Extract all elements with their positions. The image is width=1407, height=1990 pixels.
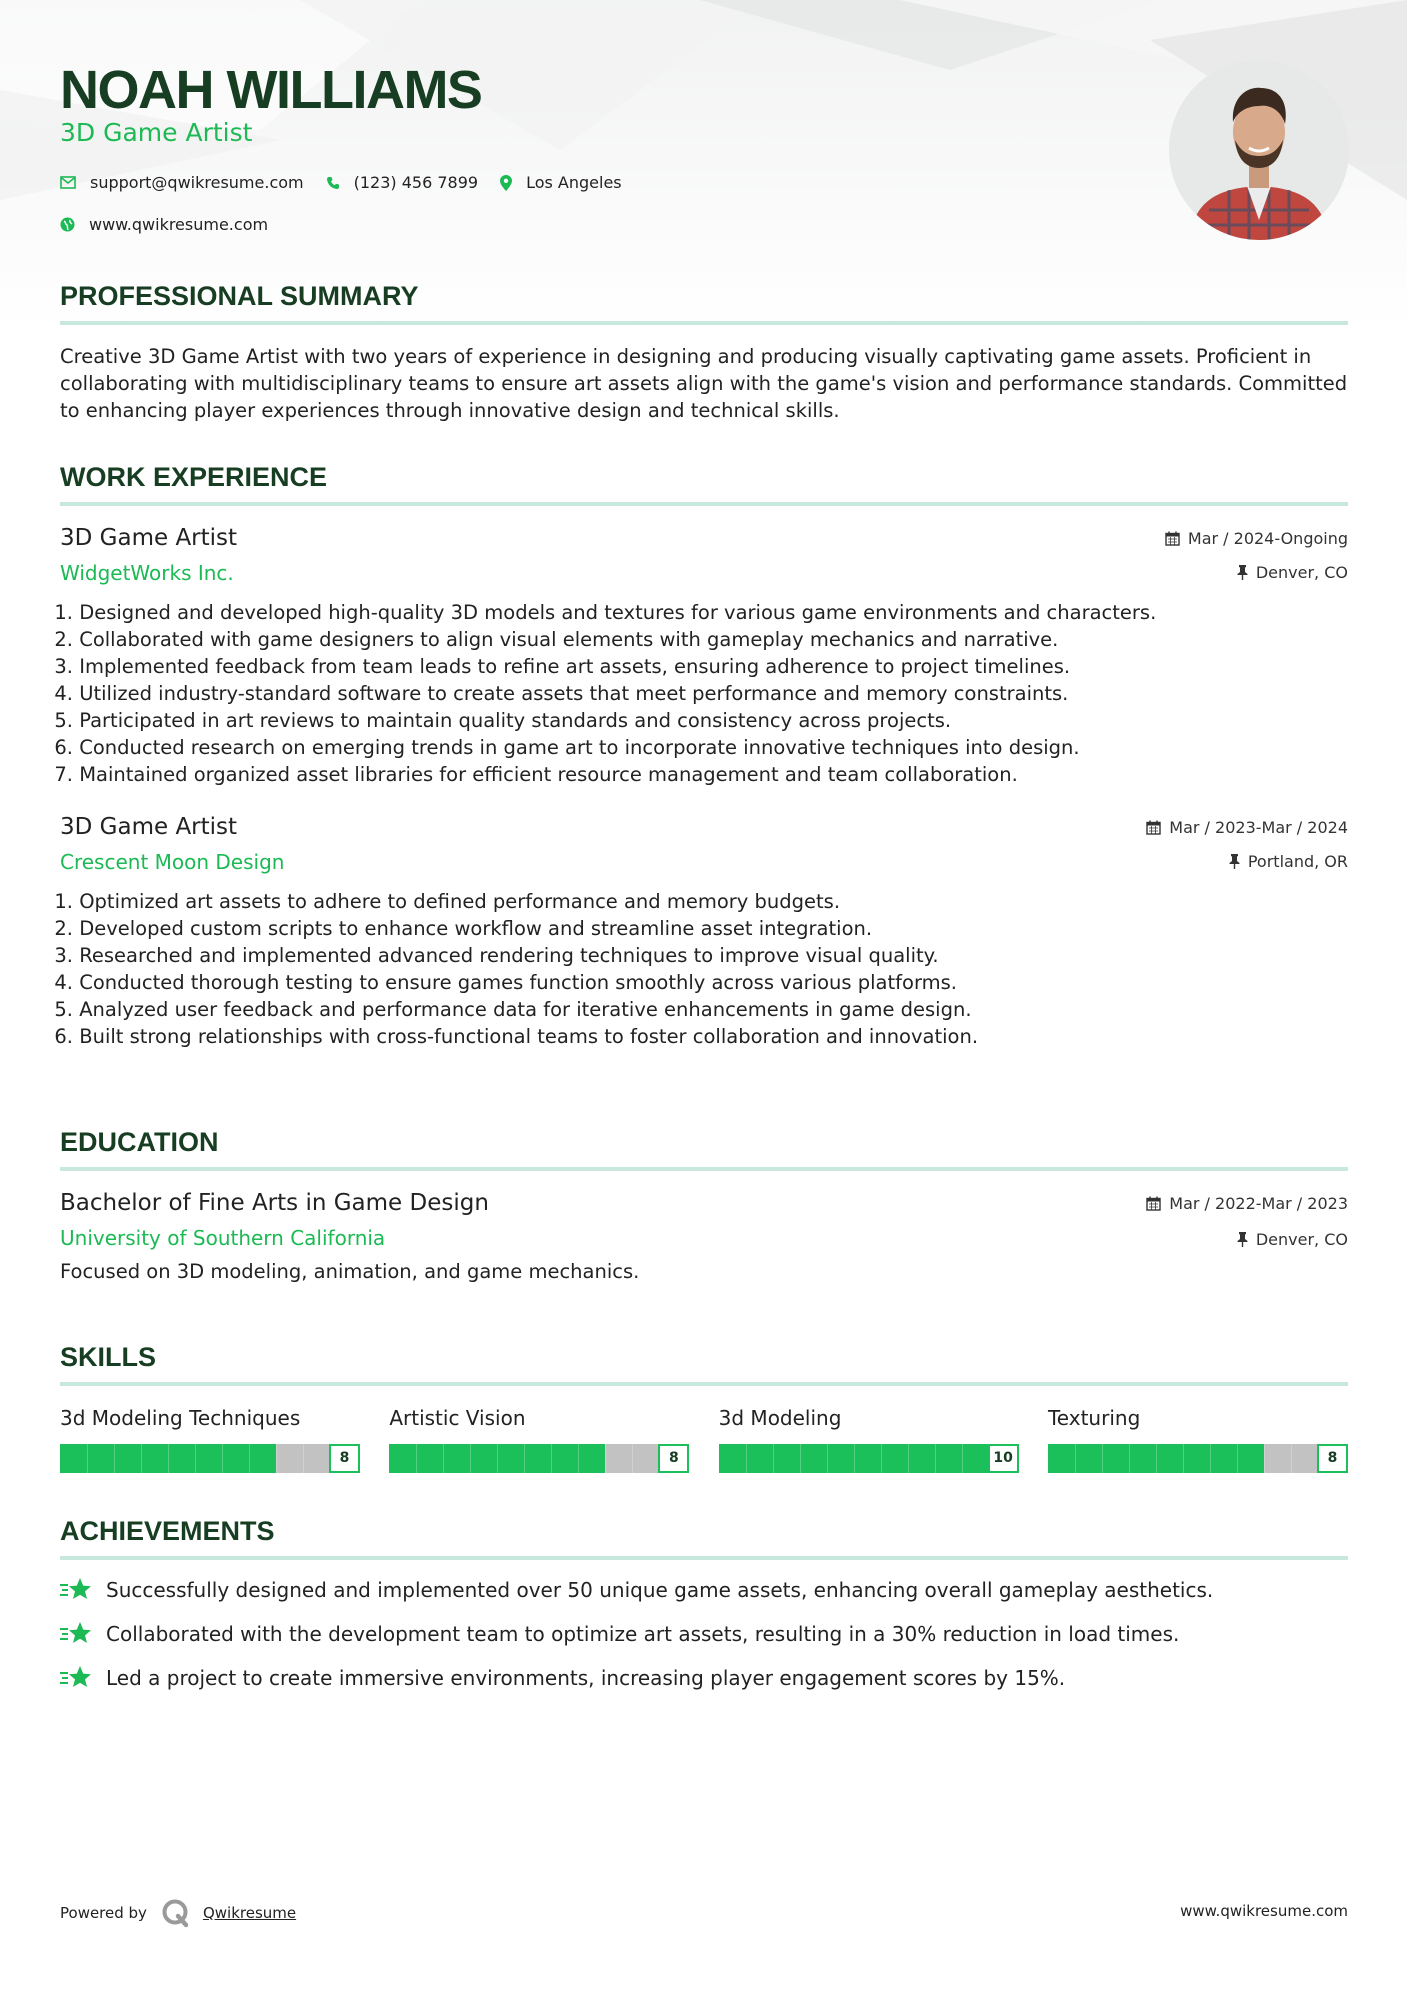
skill-score: 8 (658, 1444, 689, 1473)
job-entry (54, 812, 1348, 1050)
list-item (60, 1664, 1348, 1692)
skill-bar-segment (168, 1444, 169, 1473)
skill-bar-segment (1129, 1444, 1130, 1473)
skill-bar-segment (827, 1444, 828, 1473)
skill-bar-segment (249, 1444, 250, 1473)
skill-name: Artistic Vision (389, 1406, 526, 1430)
skill-bar-segment (632, 1444, 633, 1473)
contact-website[interactable] (60, 215, 268, 234)
job-company: WidgetWorks Inc. (60, 561, 234, 585)
job-location-text: Portland, OR (1247, 852, 1348, 871)
skill-bar-segment (222, 1444, 223, 1473)
job-bullets (54, 888, 1348, 1050)
skill-bar-segment (800, 1444, 801, 1473)
list-item: 4. Conducted thorough testing to ensure games function smoothly across various platforms. (54, 971, 957, 994)
job-location (1229, 852, 1348, 871)
skill-bar (719, 1444, 1019, 1473)
job-title: 3D Game Artist (60, 525, 238, 551)
list-item: 4. Utilized industry-standard software to create assets that meet performance and memory constraints. (54, 682, 1069, 705)
skill-item (389, 1404, 689, 1473)
skill-bar-segment (303, 1444, 304, 1473)
skill-bar-segment (114, 1444, 115, 1473)
skill-bar-segment (1291, 1444, 1292, 1473)
education-description: Focused on 3D modeling, animation, and game mechanics. (60, 1260, 640, 1283)
skill-bar-segment (1210, 1444, 1211, 1473)
list-item: 3. Researched and implemented advanced rendering techniques to improve visual quality. (54, 944, 939, 967)
skill-bar-segment (578, 1444, 579, 1473)
skill-bar-segment (605, 1444, 606, 1473)
footer-website[interactable]: www.qwikresume.com (1180, 1902, 1348, 1920)
brand-link[interactable]: Qwikresume (202, 1904, 297, 1922)
contact-location (500, 173, 622, 192)
skill-bar-segment (416, 1444, 417, 1473)
experience-heading: WORK EXPERIENCE (60, 460, 1348, 506)
contact-email[interactable] (60, 173, 304, 192)
list-item (60, 1620, 1348, 1648)
achievement-text: Led a project to create immersive environments, increasing player engagement scores by 15%. (106, 1666, 1066, 1690)
list-item: 5. Analyzed user feedback and performance data for iterative enhancements in game design. (54, 998, 972, 1021)
star-icon (60, 1577, 92, 1603)
skill-bar-segment (773, 1444, 774, 1473)
skill-score: 8 (1317, 1444, 1348, 1473)
achievement-text: Successfully designed and implemented over 50 unique game assets, enhancing overall gameplay aesthetics. (106, 1578, 1214, 1602)
bullet-text: Developed custom scripts to enhance workflow and streamline asset integration. (79, 917, 873, 940)
education-dates (1146, 1194, 1348, 1213)
achievements-heading: ACHIEVEMENTS (60, 1514, 1348, 1560)
skills-heading: SKILLS (60, 1340, 1348, 1386)
bullet-text: Utilized industry-standard software to create assets that meet performance and memory constraints. (79, 682, 1069, 705)
list-item: 2. Developed custom scripts to enhance workflow and streamline asset integration. (54, 917, 873, 940)
skill-bar-segment (1183, 1444, 1184, 1473)
skill-name: 3d Modeling (718, 1406, 842, 1430)
job-dates (1146, 818, 1348, 837)
bullet-text: Participated in art reviews to maintain quality standards and consistency across projects. (79, 709, 952, 732)
skill-bar-segment (195, 1444, 196, 1473)
skill-bar (389, 1444, 689, 1473)
achievement-text: Collaborated with the development team to optimize art assets, resulting in a 30% reduction in load times. (106, 1622, 1180, 1646)
skill-score: 10 (988, 1444, 1019, 1473)
skill-bar-segment (746, 1444, 747, 1473)
map-pin-icon (500, 175, 512, 191)
skill-item (1048, 1404, 1348, 1473)
skill-name: Texturing (1047, 1406, 1141, 1430)
skill-bar-segment (497, 1444, 498, 1473)
education-location-text: Denver, CO (1255, 1230, 1348, 1249)
skill-bar-segment (1237, 1444, 1238, 1473)
star-icon (60, 1665, 92, 1691)
candidate-name: NOAH WILLIAMS (60, 60, 482, 120)
qwikresume-logo-icon (161, 1898, 191, 1928)
skill-bar-segment (87, 1444, 88, 1473)
envelope-icon (60, 176, 76, 189)
skill-item (719, 1404, 1019, 1473)
skill-bar-segment (854, 1444, 855, 1473)
bullet-text: Analyzed user feedback and performance data for iterative enhancements in game design. (79, 998, 972, 1021)
school-name: University of Southern California (60, 1226, 386, 1250)
achievements-section (60, 1514, 1348, 1692)
list-item: 5. Participated in art reviews to maintain quality standards and consistency across projects. (54, 709, 952, 732)
footer (60, 1898, 1348, 1928)
list-item: 3. Implemented feedback from team leads to refine art assets, ensuring adherence to project timelines. (54, 655, 1071, 678)
skill-bar-segment (1075, 1444, 1076, 1473)
star-icon (60, 1621, 92, 1647)
education-location (1237, 1230, 1348, 1249)
skill-bar-segment (443, 1444, 444, 1473)
skill-bar (1048, 1444, 1348, 1473)
contact-row-website (60, 215, 290, 234)
pushpin-icon (1237, 1232, 1248, 1247)
bullet-text: Collaborated with game designers to align visual elements with gameplay mechanics and narrative. (79, 628, 1059, 651)
job-entry (54, 523, 1348, 788)
list-item: 6. Conducted research on emerging trends in game art to incorporate innovative techniques into design. (54, 736, 1080, 759)
bullet-text: Implemented feedback from team leads to refine art assets, ensuring adherence to project timelines. (79, 655, 1071, 678)
candidate-title: 3D Game Artist (60, 118, 253, 147)
bullet-text: Conducted research on emerging trends in game art to incorporate innovative techniques into design. (79, 736, 1080, 759)
education-dates-text: Mar / 2022-Mar / 2023 (1169, 1194, 1348, 1213)
skill-bar-segment (141, 1444, 142, 1473)
phone-icon (326, 176, 340, 190)
calendar-icon (1165, 531, 1180, 546)
skill-bar-segment (1156, 1444, 1157, 1473)
job-dates (1165, 529, 1348, 548)
skill-bar-fill (719, 1444, 1019, 1473)
email-text: support@qwikresume.com (90, 173, 304, 192)
bullet-text: Designed and developed high-quality 3D models and textures for various game environments and characters. (79, 601, 1157, 624)
job-company: Crescent Moon Design (60, 850, 285, 874)
list-item (60, 1576, 1348, 1604)
skill-bar-segment (551, 1444, 552, 1473)
skill-name: 3d Modeling Techniques (60, 1406, 301, 1430)
education-section (60, 1125, 1348, 1285)
globe-icon (60, 217, 75, 232)
education-heading: EDUCATION (60, 1125, 1348, 1171)
list-item: 1. Optimized art assets to adhere to defined performance and memory budgets. (54, 890, 841, 913)
bullet-text: Researched and implemented advanced rendering techniques to improve visual quality. (79, 944, 939, 967)
achievements-list (60, 1576, 1348, 1692)
skills-section (60, 1340, 1348, 1473)
skill-bar-segment (962, 1444, 963, 1473)
skill-bar-segment (881, 1444, 882, 1473)
skill-bar-segment (524, 1444, 525, 1473)
list-item: 1. Designed and developed high-quality 3D models and textures for various game environments and characters. (54, 601, 1157, 624)
experience-section (54, 460, 1348, 1050)
bullet-text: Conducted thorough testing to ensure games function smoothly across various platforms. (79, 971, 957, 994)
skill-bar-segment (908, 1444, 909, 1473)
job-dates-text: Mar / 2023-Mar / 2024 (1169, 818, 1348, 837)
job-bullets (54, 599, 1348, 788)
calendar-icon (1146, 1196, 1161, 1211)
skill-bar-segment (470, 1444, 471, 1473)
contact-phone[interactable] (326, 173, 478, 192)
job-title: 3D Game Artist (60, 814, 238, 840)
skill-item (60, 1404, 360, 1473)
education-entry (60, 1188, 1348, 1285)
pushpin-icon (1229, 854, 1240, 869)
bullet-text: Built strong relationships with cross-functional teams to foster collaboration and innovation. (79, 1025, 979, 1048)
website-text: www.qwikresume.com (89, 215, 269, 234)
skill-bar (60, 1444, 360, 1473)
skill-bar-segment (935, 1444, 936, 1473)
skill-score: 8 (329, 1444, 360, 1473)
bullet-text: Optimized art assets to adhere to defined performance and memory budgets. (79, 890, 841, 913)
powered-by-label: Powered by (60, 1904, 147, 1922)
list-item: 7. Maintained organized asset libraries for efficient resource management and team collaboration. (54, 763, 1018, 786)
summary-heading: PROFESSIONAL SUMMARY (60, 279, 1348, 325)
phone-text: (123) 456 7899 (353, 173, 479, 192)
summary-section (60, 279, 1348, 424)
skill-bar-segment (1102, 1444, 1103, 1473)
pushpin-icon (1237, 565, 1248, 580)
list-item: 6. Built strong relationships with cross-functional teams to foster collaboration and innovation. (54, 1025, 979, 1048)
profile-photo (1169, 60, 1349, 240)
skills-list (60, 1404, 1348, 1473)
summary-text: Creative 3D Game Artist with two years of experience in designing and producing visually captivating game assets. Proficient in collaborating with multidisciplinary teams to ensure art assets align with the game's vision and performance standards. Committed to enhancing player experiences through innovative design and technical skills. (60, 345, 1348, 422)
skill-bar-segment (276, 1444, 277, 1473)
list-item: 2. Collaborated with game designers to align visual elements with gameplay mechanics and narrative. (54, 628, 1059, 651)
bullet-text: Maintained organized asset libraries for efficient resource management and team collaboration. (79, 763, 1018, 786)
degree-title: Bachelor of Fine Arts in Game Design (60, 1190, 489, 1216)
calendar-icon (1146, 820, 1161, 835)
skill-bar-segment (1264, 1444, 1265, 1473)
contact-row (60, 173, 644, 192)
job-dates-text: Mar / 2024-Ongoing (1187, 529, 1348, 548)
location-text: Los Angeles (526, 173, 622, 192)
job-location-text: Denver, CO (1255, 563, 1348, 582)
job-location (1237, 563, 1348, 582)
